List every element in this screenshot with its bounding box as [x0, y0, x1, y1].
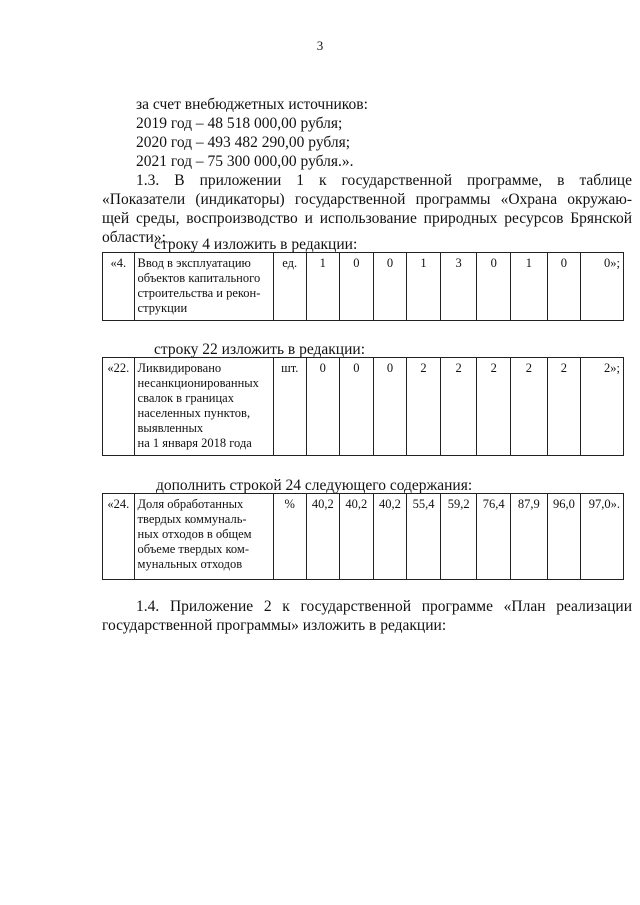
- para-1-4-line-1: 1.4. Приложение 2 к государственной программе «План реализации: [136, 598, 632, 615]
- value-cell: 55,4: [407, 494, 441, 580]
- indicator-description: Ликвидировано несанкционированных свалок в границах населенных пунктов, выявленных на 1 января 2018 года: [134, 358, 273, 456]
- value-cell: 2: [511, 358, 548, 456]
- value-cell: 0: [340, 358, 374, 456]
- table-row: [103, 358, 624, 456]
- row-number: «22.: [103, 358, 135, 456]
- value-cell: 0: [373, 358, 407, 456]
- value-cell: 3: [440, 253, 477, 321]
- table-row: [103, 253, 624, 321]
- value-cell: 87,9: [511, 494, 548, 580]
- value-cell: 40,2: [306, 494, 340, 580]
- value-cell: 96,0: [547, 494, 581, 580]
- para-1-3-line-3: щей среды, воспроизводство и использование природных ресурсов Брянской: [102, 210, 632, 227]
- value-cell: 0: [340, 253, 374, 321]
- row-22-intro: строку 22 изложить в редакции:: [154, 341, 365, 358]
- indicator-description: Доля обработанных твердых коммуналь- ных отходов в общем объеме твердых ком- мунальных отходов: [134, 494, 273, 580]
- value-cell: 2: [477, 358, 511, 456]
- value-cell: 2»;: [581, 358, 624, 456]
- unit-cell: шт.: [273, 358, 306, 456]
- value-cell: 1: [511, 253, 548, 321]
- para-1-4-line-2: государственной программы» изложить в редакции:: [102, 617, 447, 634]
- indicator-description: Ввод в эксплуатацию объектов капитального строительства и рекон- струкции: [134, 253, 273, 321]
- value-cell: 0: [306, 358, 340, 456]
- indicator-row-24-table: [102, 493, 624, 580]
- para-1-3-line-4: области»:: [102, 229, 166, 246]
- value-cell: 0: [373, 253, 407, 321]
- row-24-intro: дополнить строкой 24 следующего содержания:: [156, 477, 473, 494]
- indicator-row-22-table: [102, 357, 624, 456]
- value-cell: 40,2: [373, 494, 407, 580]
- funding-line-4: 2021 год – 75 300 000,00 рубля.».: [136, 153, 354, 170]
- value-cell: 2: [547, 358, 581, 456]
- value-cell: 0»;: [581, 253, 624, 321]
- value-cell: 0: [547, 253, 581, 321]
- unit-cell: ед.: [273, 253, 306, 321]
- row-4-intro: строку 4 изложить в редакции:: [154, 236, 358, 253]
- page-number: 3: [316, 38, 324, 53]
- value-cell: 97,0».: [581, 494, 624, 580]
- row-number: «4.: [103, 253, 135, 321]
- row-number: «24.: [103, 494, 135, 580]
- value-cell: 0: [477, 253, 511, 321]
- value-cell: 59,2: [440, 494, 477, 580]
- funding-line-3: 2020 год – 493 482 290,00 рубля;: [136, 134, 351, 151]
- para-1-3-line-2: «Показатели (индикаторы) государственной программы «Охрана окружаю-: [102, 191, 632, 208]
- table-row: [103, 494, 624, 580]
- value-cell: 2: [440, 358, 477, 456]
- funding-line-2: 2019 год – 48 518 000,00 рубля;: [136, 115, 343, 132]
- unit-cell: %: [273, 494, 306, 580]
- para-1-3-line-1: 1.3. В приложении 1 к государственной программе, в таблице: [136, 172, 632, 189]
- funding-line-1: за счет внебюджетных источников:: [136, 96, 368, 113]
- value-cell: 1: [306, 253, 340, 321]
- value-cell: 2: [407, 358, 441, 456]
- value-cell: 1: [407, 253, 441, 321]
- value-cell: 40,2: [340, 494, 374, 580]
- indicator-row-4-table: [102, 252, 624, 321]
- value-cell: 76,4: [477, 494, 511, 580]
